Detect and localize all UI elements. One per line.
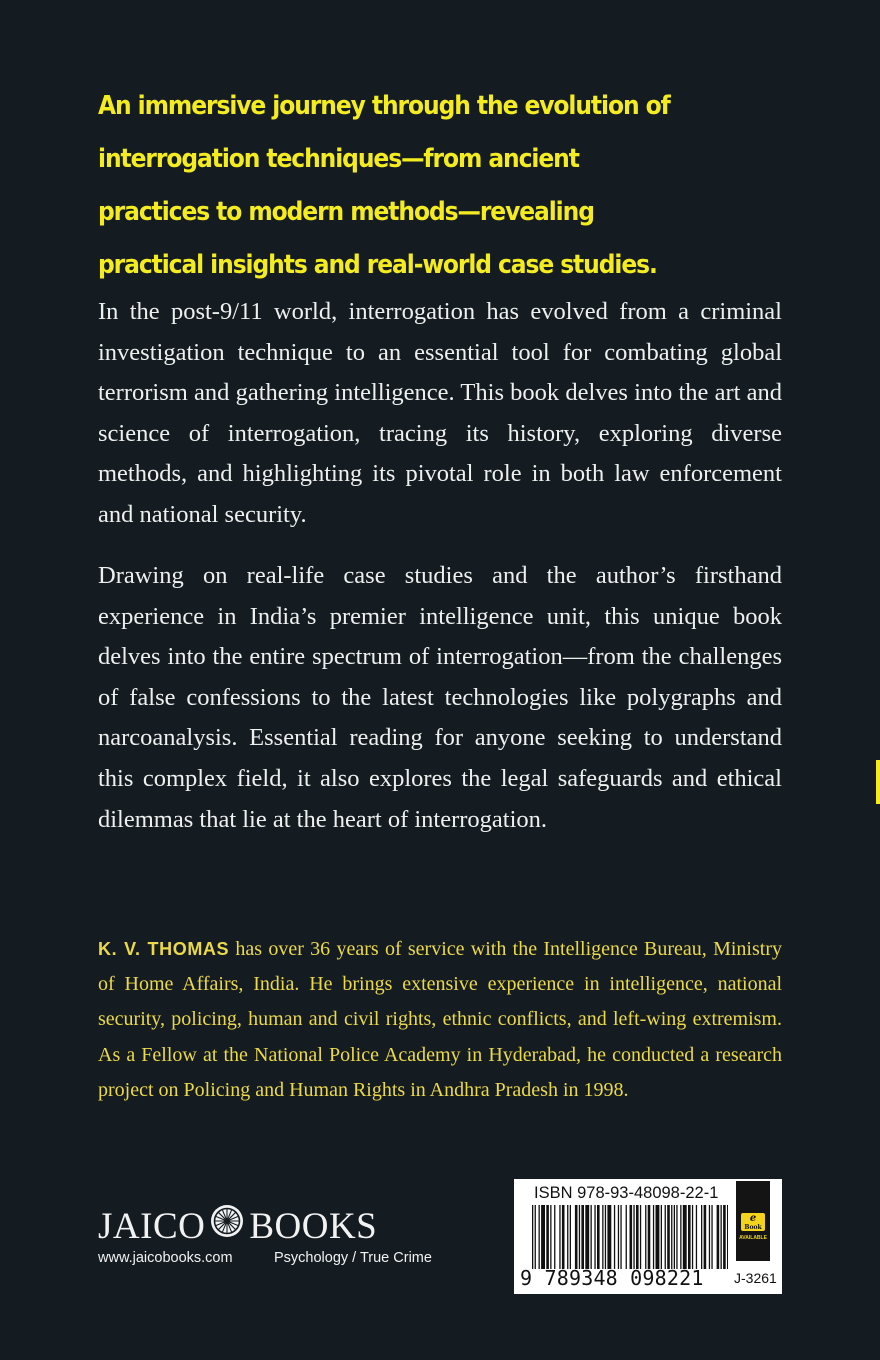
barcode-bar bbox=[597, 1205, 600, 1269]
barcode-bar bbox=[701, 1205, 702, 1269]
barcode-bar bbox=[648, 1205, 651, 1269]
barcode-bar bbox=[546, 1205, 549, 1269]
barcode-bar bbox=[581, 1205, 584, 1269]
tagline: An immersive journey through the evolution of interrogation techniques—from ancient practices to modern methods—revealing practical insights and real-world case studies. bbox=[98, 91, 670, 280]
barcode-bar bbox=[618, 1205, 619, 1269]
ebook-available-tag: AVAILABLE bbox=[739, 1235, 767, 1241]
barcode-bar bbox=[585, 1205, 589, 1269]
barcode-bar bbox=[656, 1205, 660, 1269]
barcode-bar bbox=[575, 1205, 578, 1269]
barcode-bar bbox=[605, 1205, 606, 1269]
chakra-wheel-icon bbox=[210, 1204, 244, 1248]
barcode-bar bbox=[683, 1205, 687, 1269]
description-paragraph-1: In the post-9/11 world, interrogation has evolved from a criminal investigation technique to an essential tool for combating global terrorism and gathering intelligence. This book delves into the art and science of interrogation, tracing its history, exploring diverse methods, and highlighting its pivotal role in both law enforcement and national security. bbox=[98, 298, 782, 528]
barcode-bar bbox=[696, 1205, 697, 1269]
barcode-bar bbox=[727, 1205, 728, 1269]
barcode-bar bbox=[692, 1205, 693, 1269]
barcode-bar bbox=[640, 1205, 641, 1269]
barcode-panel bbox=[514, 1179, 782, 1294]
barcode-bar bbox=[541, 1205, 545, 1269]
publisher-name-right: BOOKS bbox=[249, 1205, 378, 1247]
barcode-bar bbox=[550, 1205, 551, 1269]
barcode-bar bbox=[674, 1205, 675, 1269]
barcode-bar bbox=[539, 1205, 540, 1269]
ebook-icon bbox=[741, 1213, 765, 1231]
barcode-bar bbox=[671, 1205, 672, 1269]
barcode-bar bbox=[562, 1205, 565, 1269]
barcode-bar bbox=[653, 1205, 654, 1269]
barcode-bar bbox=[607, 1205, 611, 1269]
barcode-bar bbox=[594, 1205, 595, 1269]
ebook-word: Book bbox=[744, 1224, 762, 1231]
barcode-bar bbox=[636, 1205, 639, 1269]
barcode-bar bbox=[711, 1205, 712, 1269]
barcode-bar bbox=[626, 1205, 627, 1269]
publisher-name-left: JAICO bbox=[98, 1205, 206, 1247]
catalog-code: J-3261 bbox=[734, 1270, 777, 1286]
barcode-bar bbox=[535, 1205, 536, 1269]
author-name: K. V. THOMAS bbox=[98, 939, 230, 959]
barcode-bar bbox=[633, 1205, 634, 1269]
barcode-bar bbox=[721, 1205, 722, 1269]
barcode-bar bbox=[591, 1205, 592, 1269]
publisher-logo bbox=[98, 1204, 377, 1248]
barcode-bar bbox=[688, 1205, 691, 1269]
isbn-label: ISBN 978-93-48098-22-1 bbox=[534, 1184, 719, 1202]
barcode-bar bbox=[614, 1205, 615, 1269]
barcode-digits: 9 789348 098221 bbox=[520, 1266, 704, 1290]
author-bio-text: has over 36 years of service with the Intelligence Bureau, Ministry of Home Affairs, India. He brings extensive experience in intelligence, national security, policing, human and civil rights, ethnic conflicts, and left-wing extremism. As a Fellow at the National Police Academy in Hyderabad, he conducted a research project on Policing and Human Rights in Andhra Pradesh in 1998. bbox=[98, 938, 782, 1101]
author-bio bbox=[98, 932, 782, 1108]
barcode-bar bbox=[620, 1205, 621, 1269]
ebook-badge bbox=[736, 1181, 770, 1261]
book-category: Psychology / True Crime bbox=[274, 1250, 432, 1266]
barcode-bars bbox=[532, 1205, 728, 1269]
description-paragraph-2: Drawing on real-life case studies and the author’s firsthand experience in India’s premier intelligence unit, this unique book delves into the entire spectrum of interrogation—from the challenges of false confessions to the latest technologies like polygraphs and narcoanalysis. Essential reading for anyone seeking to understand this complex field, it also explores the legal safeguards and ethical dilemmas that lie at the heart of interrogation. bbox=[98, 562, 782, 833]
barcode-bar bbox=[680, 1205, 681, 1269]
barcode-bar bbox=[665, 1205, 666, 1269]
barcode-bar bbox=[630, 1205, 633, 1269]
barcode-bar bbox=[717, 1205, 720, 1269]
barcode-bar bbox=[645, 1205, 646, 1269]
barcode-bar bbox=[579, 1205, 580, 1269]
barcode-bar bbox=[602, 1205, 603, 1269]
barcode-bar bbox=[709, 1205, 710, 1269]
barcode-bar bbox=[667, 1205, 670, 1269]
barcode-bar bbox=[661, 1205, 662, 1269]
ebook-mark: e bbox=[749, 1213, 757, 1224]
barcode-bar bbox=[704, 1205, 707, 1269]
barcode-bar bbox=[723, 1205, 726, 1269]
edge-color-mark bbox=[876, 760, 880, 804]
barcode-bar bbox=[567, 1205, 568, 1269]
barcode-bar bbox=[676, 1205, 677, 1269]
barcode-bar bbox=[532, 1205, 533, 1269]
barcode-bar bbox=[559, 1205, 560, 1269]
barcode-bar bbox=[554, 1205, 555, 1269]
publisher-website: www.jaicobooks.com bbox=[98, 1250, 233, 1266]
barcode-bar bbox=[570, 1205, 571, 1269]
